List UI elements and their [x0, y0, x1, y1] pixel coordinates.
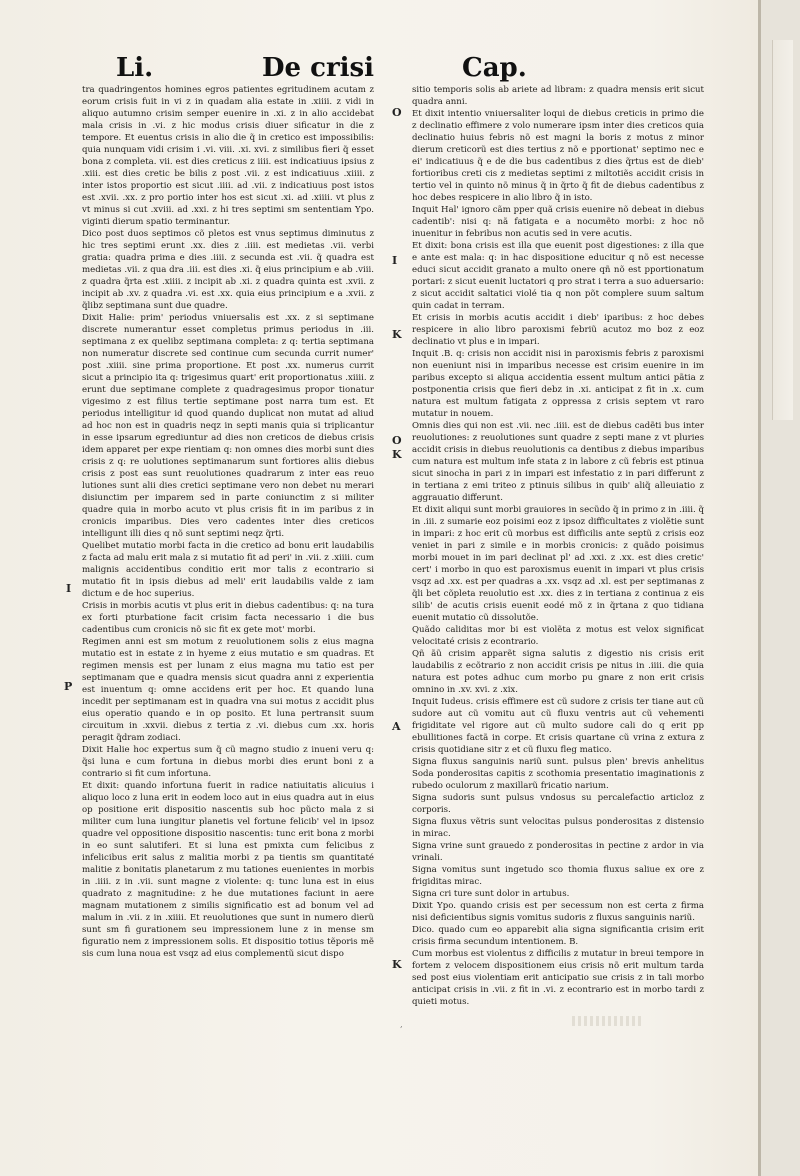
paragraph: Dixit Halie: prim' periodus vniuersalis est .xx. z si septimane discrete numerantur esset completus primus periodus in .iii. septimana z ex quelibz septimana completa: z q: tertia septimana non numeratur discrete sed continue cum secunda currit numer' post .xiiii. sine prima proportione. Et post .xx. numerus currit sicut a principio ita q: trigesimus quart' erit proportionatus .xiiii. z erunt due septimane complete z quadragesimus propor tionatur vigesimo z est filius tertie septimane post narra tum est. Et periodus intelligitur id quod quando duplicat non mutat ad aliud ad hoc non est in quadris neqz in septi manis quia si triplicantur in esse ipsarum egrediuntur ad dies non creticos de diebus crisis idem apparet per expe rientiam q: non omnes dies morbi sunt dies crisis z q: re uolutiones septimanarum sunt fortiores aliis diebus crisis z post eas sunt reuolutiones quadrarum z inter eas reuo lutiones sunt alii dies cretici septimane vero non debet nu merari disiunctim per imparem sed in parte coniunctim z si militer quadre quia in morbo acuto vt plus crisis fit in im paribus z in cronicis imparibus. Dies vero cadentes inter dies creticos intelligunt illi dies q nõ sunt septimi neqz q̃rti. [82, 313, 374, 539]
paragraph: Omnis dies qui non est .vii. nec .iiii. est de diebus cadẽti bus inter reuolutiones: z reuolutiones sunt quadre z septi mane z vt pluries accidit crisis in diebus reuolutionis ca dentibus z diebus imparibus cum natura est multum infe stata z in labore z cũ febris est ptinua sicut sinocha in pari z in impari est infestatio z in pari differunt z in tertiana z emi triteo z ptinuis silibus in quib' aliq̃ alleuiatio z aggrauatio differunt. [412, 421, 704, 503]
paragraph: Et dixit aliqui sunt morbi grauiores in secũdo q̃ in primo z in .iiii. q̃ in .iii. z sumarie eoz poisimi eoz z ipsoz difficultates z violẽtie sunt in impari: z hoc erit cũ morbus est difficilis ante septũ z crisis eoz veniet in pari z simile e in morbis cronicis: z quãdo poisimus morbi mouet in im pari declinat pl' ad .xxi. z .xx. est dies cretic' cert' i morbo in quo est paroxismus euenit in impari vt plus crisis vsqz ad .xx. est per quadras a .xx. vsqz ad .xl. est per septimanas z q̃li bet cõpleta reuolutio est .xx. dies z in tertiana z continua z eis silib' de acutis crisis euenit eodé mõ z in q̃rtana z quo tidiana euenit mutatio cũ dissolutõe. [412, 505, 704, 623]
paragraph: Et crisis in morbis acutis accidit i dieb' iparibus: z hoc debes respicere in alio libro paroxismi febriũ acutoz mo boz z eoz declinatio vt plus e in impari. [412, 313, 704, 347]
paragraph: Dico. quado cum eo apparebit alia signa significantia crisim erit crisis firma secundum intentionem. B. [412, 925, 704, 947]
paragraph: Signa sudoris sunt pulsus vndosus su percalefactio articloz z corporis. [412, 793, 704, 815]
paragraph: Signa cri ture sunt dolor in artubus. [412, 889, 570, 899]
paragraph: Dixit Halie hoc expertus sum q̃ cũ magno studio z inueni veru q: q̃si luna e cum fortuna in diebus morbi dies erunt boni z a contrario si fit cum infortuna. [82, 745, 374, 779]
paragraph: Inquit .B. q: crisis non accidit nisi in paroxismis febris z paroxismi non eueniunt nisi in imparibus necesse est crisim euenire in im paribus excepto si aliqua accidentia essent multum antici pãtia z postponentia crisis que fieri debz in .xi. anticipat z fit in .x. cum natura est multum fatigata z oppressa z crisis septem vt raro mutatur in nouem. [412, 349, 704, 419]
paragraph: Et dixit: quando infortuna fuerit in radice natiuitatis alicuius i aliquo loco z luna erit in eodem loco aut in eius quadra aut in eius op positione erit dispositio nascentis sub hoc pũcto mala z si militer cum luna iungitur planetis vel fortune felicib' vel in ipsoz quadre vel oppositione dispositio nascentis: tunc erit bona z morbi in eo sunt salutiferi. Et si luna est pmixta cum felicibus z infelicibus erit salus z malitia morbi z pa tientis sm quantitaté malitie z bonitatis planetarum z mu tationes euenientes in morbis in .iiii. z in .vii. sunt magne z violente: q: tunc luna est in eius quadrato z magnitudine: z he due mutationes faciunt in aere magnam mutationem z similis significatio est ad bonum vel ad malum in .vii. z in .xiiii. Et reuolutiones que sunt in numero dierũ sunt sm fi gurationem seu impressionem lune z in mense sm figuratio nem z impressionem solis. Et dispositio totius tẽporis mẽ sis cum luna noua est vsqz ad eius complementũ sicut dispo [82, 781, 374, 959]
margin-letter: P [64, 680, 73, 693]
paragraph: Regimen anni est sm motum z reuolutionem solis z eius magna mutatio est in estate z in hyeme z eius mutatio e sm quadras. Et regimen mensis est per lunam z eius magna mu tatio est per septimanam que e quadra mensis sicut quadra anni z experientia est inuentum q: omne accidens erit per hoc. Et quando luna incedit per septimanam est in quadra vna sui motus z accidit plus eius operatio quando e in op posito. Et luna pertransit suum circuitum in .xxvii. diebus z tertia z .vi. diebus cum .xx. horis peragit q̃dram zodiaci. [82, 637, 374, 743]
paragraph: Inquit Iudeus. crisis effimere est cũ sudore z crisis ter tiane aut cũ sudore aut cũ vomitu aut cũ fluxu ventris aut cũ vehementi frigiditate vel rigore aut cũ multo sudore cali do q erit pp ebullitiones factã in corpe. Et crisis quartane cũ vrina z extura z crisis quotidiane sitr z et cũ fluxu fleg matico. [412, 697, 704, 755]
faded-print [572, 1016, 644, 1026]
paragraph: Dixit Ypo. quando crisis est per secessum non est certa z firma nisi deficientibus signis vomitus sudoris z fluxus sanguinis nariũ. [412, 901, 704, 923]
margin-letter: O [392, 106, 402, 119]
margin-letter: I [392, 254, 398, 267]
paragraph: Qñ ãũ crisim apparẽt signa salutis z digestio nis crisis erit laudabilis z ecõtrario z non accidit crisis pe nitus in .iiii. die quia natura est potes adhuc cum morbo pu gnare z non erit crisis omnino in .xv. xvi. z .xix. [412, 649, 704, 695]
margin-letter: K [392, 328, 402, 341]
paragraph: Signa fluxus vẽtris sunt velocitas pulsus ponderositas z distensio in mirac. [412, 817, 704, 839]
paragraph: Quelibet mutatio morbi facta in die cretico ad bonu erit laudabilis z facta ad malu erit mala z si mutatio fit ad peri' in .vii. z .xiiii. cum malignis accidentibus conditio erit mor talis z econtrario si mutatio fit in ipsis diebus ad meli' erit laudabilis valde z iam dictum e de hoc superius. [82, 541, 375, 599]
paragraph: Crisis in morbis acutis vt plus erit in diebus cadentibus: q: na tura ex forti pturbatione facit crisim facta necessario i die bus cadentibus cum cronicis nõ sic fit ex gete mot' morbi. [82, 601, 374, 635]
margin-letter: K [392, 448, 402, 461]
margin-letter: O [392, 434, 402, 447]
paragraph: Et dixit: bona crisis est illa que euenit post digestiones: z illa que e ante est mala: q: in hac dispositione educitur q nõ est necesse educi sicut accidit granato a multo onere qñ nõ est pportionatum portari: z sicut euenit luctatori q pro strat i terra a suo aduersario: z sicut accidit saltatici violé tia q non põt complere suum saltum quin cadat in terram. [412, 241, 704, 311]
paragraph: Signa vrine sunt grauedo z ponderositas in pectine z ardor in via vrinali. [412, 841, 704, 863]
paragraph: Cum morbus est violentus z difficilis z mutatur in breui tempore in fortem z velocem dispositionem eius crisis nõ erit multum tarda sed post eius violentiam erit anticipatio sue crisis z in tali morbo anticipat crisis in .vii. z fit in .vi. z econtrario est in morbo tardi z quieti motus. [412, 949, 704, 1007]
paragraph: sitio temporis solis ab ariete ad libram: z quadra mensis erit sicut quadra anni. [412, 85, 704, 107]
paragraph: Et dixit intentio vniuersaliter loqui de diebus creticis in primo die z declinatio effimere z volo numerare ipsm inter dies creticos quia declinatio huius febris nõ est magni la boris z motus z minor dierum creticorũ est dies tertius z nõ e pportionat' septimo nec e ei' indicatiuus q̃ e de die bus cadentibus z dies q̃rtus est de dieb' fortioribus creti cis z medietas septimi z miltotiẽs accidit crisis in tertio vel in quinto nõ minus q̃ in q̃rto q̃ fit de diebus cadentibus z hoc debes respicere in alio libro q̃ in isto. [412, 109, 704, 203]
margin-letter: A [392, 720, 401, 733]
paragraph: Dico post duos septimos cõ pletos est vnus septimus diminutus z hic tres septimi erunt .xx. dies z .iiii. est medietas .vii. verbi gratia: quadra prima e dies .iiii. z secunda est .vii. q̃ quadra est medietas .vii. z qua dra .iii. est dies .xi. q̃ eius principium e ab .viii. z quadra q̃rta est .xiiii. z incipit ab .xi. z quadra quinta est .xvii. z incipit ab .xv. z quadra .vi. est .xx. quia eius principium e a .xvii. z q̃libz septimana sunt due quadre. [82, 229, 374, 311]
right-text-column [412, 84, 704, 1008]
margin-letter: K [392, 958, 402, 971]
paragraph: Inquit Hal' ignoro cãm pper quã crisis euenire nõ debeat in diebus cadentib': nisi q: nã fatigata e a nocumẽto morbi: z hoc nõ inuenitur in febribus non acutis sed in vere acutis. [412, 205, 704, 239]
paragraph: Quãdo caliditas mor bi est violẽta z motus est velox significat velocitaté crisis z econtrario. [412, 625, 704, 647]
margin-letter: I [66, 582, 72, 595]
paper-fold [772, 40, 793, 420]
running-head-left: Li. [116, 53, 154, 83]
running-head-title: De crisi [262, 53, 375, 83]
paragraph: Signa vomitus sunt ingetudo sco thomia fluxus saliue ex ore z frigiditas mirac. [412, 865, 704, 887]
left-text-column [82, 84, 374, 960]
running-head-right: Cap. [462, 53, 527, 83]
pen-mark: ‚ [400, 1020, 403, 1029]
paragraph: tra quadringentos homines egros patientes egritudinem acutam z eorum crisis fuit in vi z in quadam alia estate in .xiiii. z vidi in aliquo autumno crisim semper euenire in .xi. z in alio accidebat mala crisis in .vi. z hic modus crisis diuer sificatur in die z tempore. Et euentus crisis in alio die q̃ in cretico est impossibilis: quia nunquam vidi crisim i .vi. viii. .xi. xvi. z similibus fieri q̃ esset bona z completa. vii. est dies creticus z iiii. est indicatiuus ipsius z .xiii. est dies cretic be bilis z post .vii. z est indicatiuus .xiiii. z inter istos proportio est sicut .iiii. ad .vii. z indicatiuus post istos est .xvii. .xx. z pro portio inter hos est sicut .xi. ad .xiiii. vt plus z vt minus si cut .xviii. ad .xxi. z hi tres septimi sm sententiam Ypo. viginti dierum spatio terminantur. [82, 85, 374, 227]
paragraph: Signa fluxus sanguinis nariũ sunt. pulsus plen' brevis anhelitus Soda ponderositas capitis z scothomia presentatio imaginationis z rubedo oculorum z maxillarũ fricatio narium. [412, 757, 704, 791]
